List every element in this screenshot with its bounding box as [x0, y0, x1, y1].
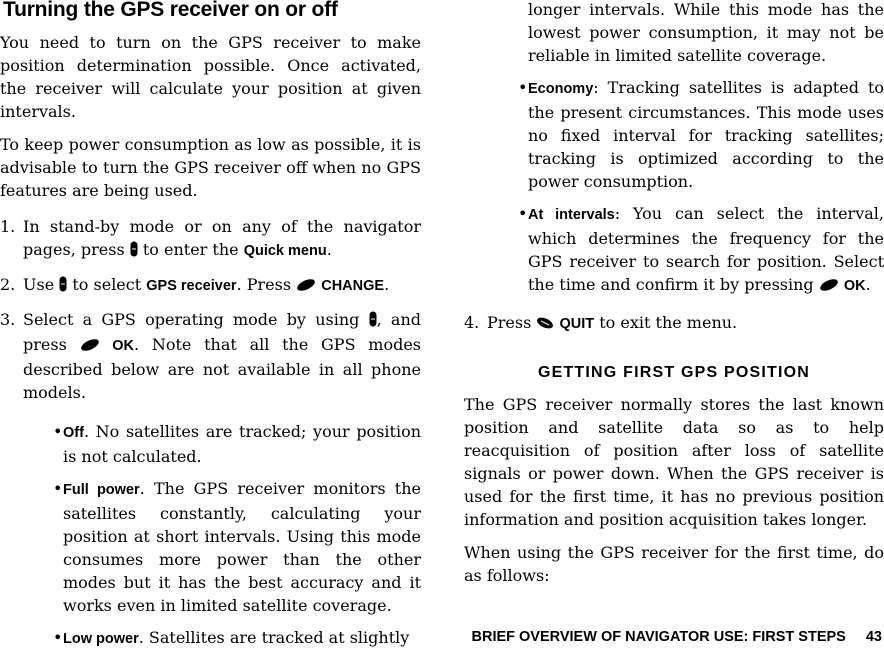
- first-use-paragraph: When using the GPS receiver for the first time, do as follows:: [464, 543, 884, 585]
- mode-name: Low power: [63, 631, 139, 647]
- footer-title: BRIEF OVERVIEW OF NAVIGATOR USE: FIRST STEPS: [471, 629, 846, 645]
- scroll-key-icon: [369, 310, 377, 333]
- page-number: 43: [865, 629, 882, 645]
- ok-label: OK: [112, 338, 135, 354]
- quit-label: QUIT: [559, 316, 595, 332]
- mode-name: At intervals: [528, 207, 615, 223]
- step-text: to select: [72, 275, 142, 294]
- mode-off: [0, 420, 421, 468]
- step-number: 4.: [464, 313, 480, 332]
- mode-text: : Tracking satellites is adapted to the present circumstances. This mode uses no fixed interval for tracking satellites; tracking is optimized according to the power consumption.: [528, 78, 884, 191]
- mode-text: .: [865, 275, 871, 294]
- mode-name: Economy: [528, 81, 594, 97]
- mode-name: Off: [63, 425, 84, 441]
- bullet: •: [518, 204, 528, 223]
- bullet: •: [53, 628, 63, 647]
- step-1: [0, 215, 421, 263]
- step-text: to enter the: [142, 240, 239, 259]
- mode-text-continued: longer intervals. While this mode has the lowest power consumption, it may not be reliable in limited satellite coverage.: [528, 0, 884, 65]
- step-text: .: [326, 240, 332, 259]
- change-label: CHANGE: [321, 278, 385, 294]
- ok-label: OK: [843, 278, 866, 294]
- page-footer: [472, 628, 883, 646]
- step-number: 2.: [0, 275, 16, 294]
- select-key-icon: [80, 335, 100, 358]
- step-text: to exit the menu.: [599, 313, 738, 332]
- step-text: , and press: [23, 310, 421, 354]
- step-text: In stand-by mode or on any of the navigator pages, press: [23, 217, 421, 259]
- section-heading: Turning the GPS receiver on or off: [3, 0, 338, 21]
- subsection-heading: GETTING FIRST GPS POSITION: [537, 364, 811, 381]
- right-column: [464, 0, 884, 587]
- select-key-icon: [296, 275, 316, 298]
- step-number: 3.: [0, 310, 16, 329]
- step-text: . Note that all the GPS modes described below are not available in all phone models.: [23, 335, 422, 402]
- scroll-key-icon: [59, 275, 67, 298]
- mode-text: : You can select the interval, which determines the frequency for the GPS receiver to search for position. Select the time and confirm it by pressing: [528, 204, 884, 294]
- bullet: •: [53, 479, 63, 498]
- left-column: [0, 0, 421, 651]
- step-text: .: [384, 275, 390, 294]
- first-position-paragraph: The GPS receiver normally stores the last known position and satellite data so as to help reacquisition of position after loss of satellite signals or power down. When the GPS receiver is used for the first time, it has no previous position information and position acquisition takes longer.: [464, 395, 884, 529]
- bullet: •: [518, 78, 528, 97]
- power-paragraph: To keep power consumption as low as possible, it is advisable to turn the GPS receiver off when no GPS features are being used.: [0, 135, 421, 200]
- mode-full-power: [0, 477, 421, 617]
- scroll-key-icon: [130, 240, 138, 263]
- gps-receiver-label: GPS receiver: [146, 278, 237, 294]
- step-text: Press: [487, 313, 532, 332]
- mode-economy: [464, 76, 884, 193]
- quick-menu-label: Quick menu: [243, 243, 327, 259]
- select-key-icon: [819, 275, 839, 298]
- step-text: . Press: [236, 275, 292, 294]
- step-text: Select a GPS operating mode by using: [23, 310, 360, 329]
- step-text: Use: [23, 275, 55, 294]
- mode-text: . No satellites are tracked; your position is not calculated.: [63, 422, 421, 466]
- mode-low-power: [0, 626, 421, 651]
- bullet: •: [53, 422, 63, 441]
- step-3: [0, 308, 421, 404]
- mode-text-start: . Satellites are tracked at slightly: [138, 628, 410, 647]
- step-number: 1.: [0, 217, 16, 236]
- clear-key-icon: [536, 313, 554, 336]
- mode-low-power-continued: [464, 0, 884, 67]
- intro-paragraph: You need to turn on the GPS receiver to make position determination possible. Once activated, the receiver will calculate your position at given intervals.: [0, 33, 421, 121]
- mode-text: . The GPS receiver monitors the satellites constantly, calculating your position at short intervals. Using this mode consumes more power than the other modes but it has the best accuracy and it works even in limited satellite coverage.: [63, 479, 422, 615]
- mode-at-intervals: [464, 202, 884, 298]
- step-4: [464, 311, 884, 336]
- mode-name: Full power: [63, 482, 140, 498]
- step-2: [0, 273, 421, 298]
